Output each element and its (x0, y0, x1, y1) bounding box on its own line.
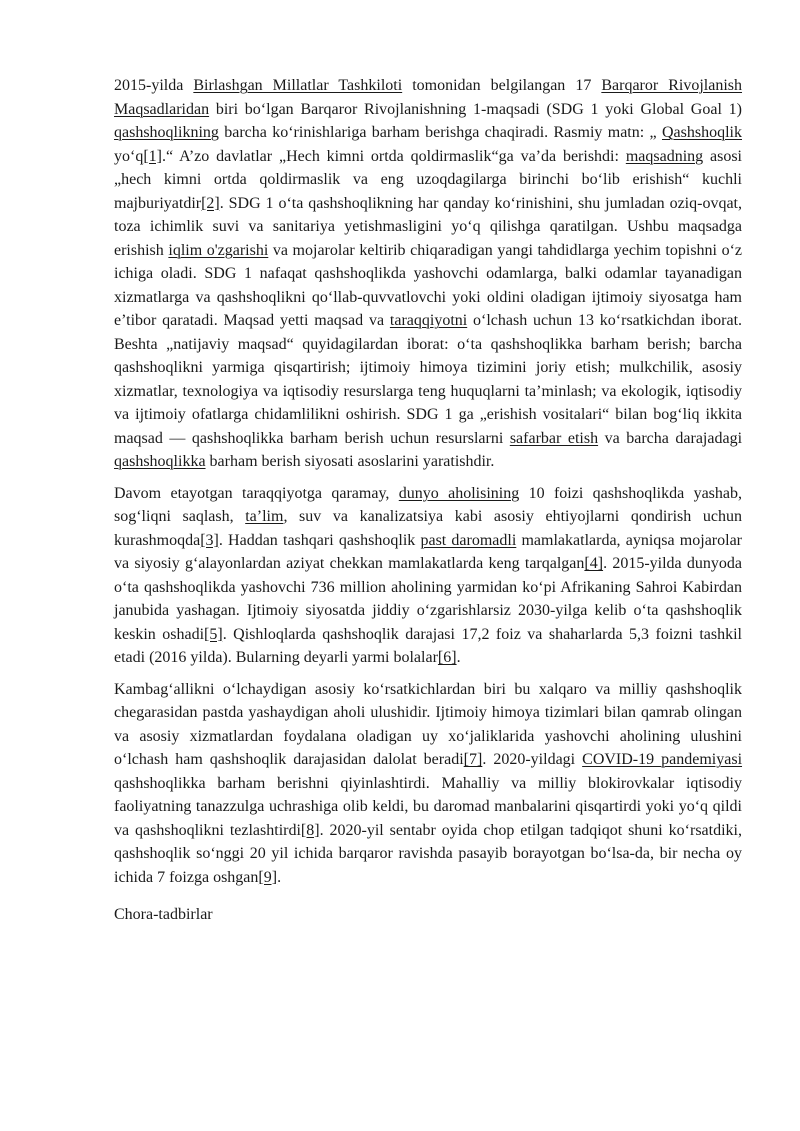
wiki-link[interactable]: Qashshoqlik (662, 124, 742, 141)
text-run: qashshoqlikka barham berishni qiyinlashtirdi. Mahalliy va milliy blokirovkalar iqtisodiy faoliyatning tanazzulga uchrashiga olib keldi, bu daromad manbalarini qisqartirdi yoki yo‘q qildi va qashshoqlikni tezlashtirdi (114, 774, 742, 839)
wiki-link[interactable]: iqlim o'zgarishi (168, 241, 269, 259)
wiki-link[interactable]: qashshoqlikka (114, 453, 206, 470)
text-run: va mojarolar keltirib chiqaradigan yangi tahdidlarga yechim topishni o‘z ichiga oladi. SDG 1 nafaqat qashshoqlikda yashovchi odamlarga, balki odamlar tayanadigan xizmatlarga va qashshoqlikni qo‘llab-quvvatlovchi yoki oldini oladigan ijtimoiy siyosatga ham e’tibor qaratadi. Maqsad yetti maqsad va (114, 241, 743, 329)
paragraph-progress (114, 482, 742, 670)
text-run: o‘lchash uchun 13 ko‘rsatkichdan iborat. Beshta „natijaviy maqsad“ quyidagilardan iborat: o‘ta qashshoqlikka barham berish; barcha qashshoqlikni yarmiga qisqartirish; ijtimoiy himoya tizimini joriy etish; mulkchilik, asosiy xizmatlar, texnologiya va iqtisodiy resurslarga teng huquqlarni ta’minlash; va ekologik, iqtisodiy va ijtimoiy ofatlarga chidamlilikni oshirish. SDG 1 ga „erishish vositalari“ bilan bog‘liq ikkita maqsad — qashshoqlikka barham berish uchun resurslarni (114, 312, 743, 447)
text-run: barham berish siyosati asoslarini yaratishdir. (205, 453, 495, 470)
paragraph-measurement (114, 678, 742, 890)
text-run: , suv va kanalizatsiya kabi asosiy ehtiyojlarni qondirish uchun kurashmoqda (114, 508, 742, 549)
text-run: 2015-yilda (114, 77, 194, 94)
text-run: . (277, 868, 282, 886)
section-heading: Chora-tadbirlar (114, 906, 213, 923)
wiki-link[interactable]: taraqqiyotni (389, 312, 468, 329)
text-run: Kambag‘allikni o‘lchaydigan asosiy ko‘rsatkichlardan biri bu xalqaro va milliy qashshoqlik chegarasidan pastda yashaydigan aholi ulushidir. Ijtimoiy himoya tizimlari bilan qamrab olingan va asosiy xizmatlardan foydalana oladigan uy xo‘jaliklarida yashovchi aholining ulushini o‘lchash ham qashshoqlik darajasidan dalolat beradi (114, 680, 742, 768)
text-run: barcha ko‘rinishlariga barham berishga chaqiradi. Rasmiy matn: „ (218, 124, 662, 141)
wiki-link[interactable]: maqsadning (625, 147, 704, 165)
citation-link[interactable]: [3] (200, 531, 219, 549)
citation-link[interactable]: [7] (463, 751, 483, 768)
citation-link[interactable]: [9] (258, 868, 278, 886)
text-run: . SDG 1 o‘ta qashshoqlikning har qanday ko‘rinishini, shu jumladan oziq-ovqat, toza ichimlik suvi va sanitariya yetishmasligini yo‘q qilishga qaratilgan. Ushbu maqsadga erishish (114, 194, 742, 259)
text-run: Davom etayotgan taraqqiyotga qaramay, (114, 484, 399, 502)
text-run: . 2015-yilda dunyoda o‘ta qashshoqlikda yashovchi 736 million aholining yarmidan ko‘pi Afrikaning Sahroi Kabirdan janubida yashagan. Ijtimoiy siyosatda jiddiy o‘zgarishlarsiz 2030-yilga kelib o‘ta qashshoqlik keskin oshadi (114, 555, 743, 643)
text-run: . 2020-yil sentabr oyida chop etilgan tadqiqot shuni ko‘rsatdiki, qashshoqlik so‘nggi 20 yil ichida barqaror ravishda pasayib borayotgan bo‘lsa-da, bir necha oy ichida 7 foizga oshgan (114, 821, 742, 886)
text-run: . 2020-yildagi (482, 751, 583, 768)
citation-link[interactable]: [2] (201, 194, 220, 212)
text-run: va barcha darajadagi (598, 429, 743, 447)
wiki-link[interactable]: ta’lim (245, 508, 284, 525)
wiki-link[interactable]: safarbar etish (509, 429, 599, 447)
wiki-link[interactable]: past daromadli (420, 531, 517, 549)
text-run: . (456, 649, 461, 666)
text-run: asosi „hech kimni ortda qoldirmaslik va eng uzoqdagilarga birinchi bo‘lib erishish“ kuchli majburiyatdir (114, 147, 743, 212)
citation-link[interactable]: [4] (584, 555, 604, 572)
document-page (114, 74, 742, 927)
text-run: tomonidan belgilangan 17 (402, 77, 602, 94)
text-run: . Haddan tashqari qashshoqlik (218, 531, 421, 549)
text-run: biri bo‘lgan Barqaror Rivojlanishning 1-maqsadi (SDG 1 yoki Global Goal 1) (209, 100, 742, 118)
text-run: .“ A’zo davlatlar „Hech kimni ortda qoldirmaslik“ga va’da berishdi: (161, 147, 626, 165)
text-run: . Qishloqlarda qashshoqlik darajasi 17,2 foiz va shaharlarda 5,3 foizni tashkil etadi (2016 yilda). Bularning deyarli yarmi bolalar (114, 625, 742, 666)
text-run: 10 foizi qashshoqlikda yashab, sog‘liqni saqlash, (114, 484, 743, 525)
wiki-link[interactable]: COVID-19 pandemiyasi (582, 751, 743, 768)
paragraph-intro (114, 74, 742, 474)
wiki-link[interactable]: Barqaror Rivojlanish Maqsadlaridan (114, 77, 743, 118)
wiki-link[interactable]: Birlashgan Millatlar Tashkiloti (193, 77, 403, 94)
citation-link[interactable]: [5] (204, 625, 223, 643)
wiki-link[interactable]: qashshoqlikning (114, 124, 219, 141)
text-run: mamlakatlarda, ayniqsa mojarolar va siyosiy g‘alayonlardan aziyat chekkan mamlakatlarda keng tarqalgan (114, 531, 742, 572)
wiki-link[interactable]: dunyo aholisining (398, 484, 520, 502)
citation-link[interactable]: [1] (143, 147, 162, 165)
citation-link[interactable]: [6] (437, 649, 457, 666)
text-run: yo‘q (114, 147, 144, 165)
citation-link[interactable]: [8] (300, 821, 320, 839)
